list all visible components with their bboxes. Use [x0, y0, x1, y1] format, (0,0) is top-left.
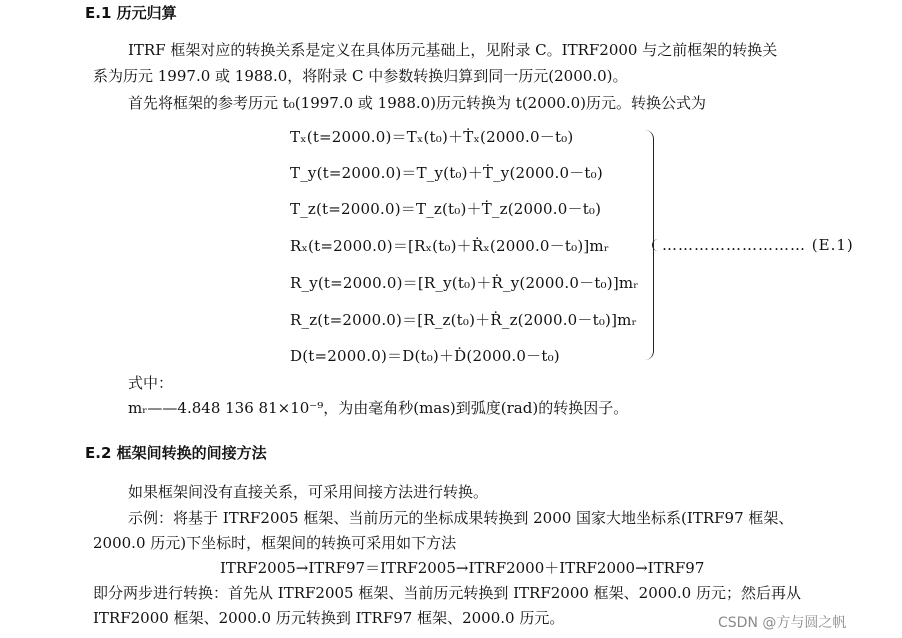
right-brace-tip: [652, 239, 661, 251]
section-heading-e2: E.2 框架间转换的间接方法: [85, 444, 267, 462]
paragraph-line: ITRF2000 框架、2000.0 历元转换到 ITRF97 框架、2000.0 历元。: [93, 609, 565, 627]
equation-tz: T_z(t=2000.0)＝T_z(t₀)＋Ṫ_z(2000.0－t₀): [290, 200, 602, 218]
mr-definition: mᵣ——4.848 136 81×10⁻⁹，为由毫角秒(mas)到弧度(rad)的转换因子。: [128, 399, 629, 417]
paragraph-line: 首先将框架的参考历元 t₀(1997.0 或 1988.0)历元转换为 t(2000.0)历元。转换公式为: [128, 94, 707, 112]
equation-rx: Rₓ(t=2000.0)＝[Rₓ(t₀)＋Ṙₓ(2000.0－t₀)]mᵣ: [290, 237, 610, 255]
equation-tx: Tₓ(t=2000.0)＝Tₓ(t₀)＋Ṫₓ(2000.0－t₀): [290, 128, 574, 146]
paragraph-line: 系为历元 1997.0 或 1988.0，将附录 C 中参数转换归算到同一历元(2000.0)。: [93, 67, 628, 85]
paragraph-line: 如果框架间没有直接关系，可采用间接方法进行转换。: [128, 483, 489, 501]
equation-ry: R_y(t=2000.0)＝[R_y(t₀)＋Ṙ_y(2000.0－t₀)]mᵣ: [290, 274, 639, 292]
example-line: 示例：将基于 ITRF2005 框架、当前历元的坐标成果转换到 2000 国家大地坐标系(ITRF97 框架、: [128, 509, 794, 527]
equation-ty: T_y(t=2000.0)＝T_y(t₀)＋Ṫ_y(2000.0－t₀): [290, 164, 603, 182]
equation-d: D(t=2000.0)＝D(t₀)＋Ḋ(2000.0－t₀): [290, 347, 560, 365]
example-line: 2000.0 历元)下坐标时，框架间的转换可采用如下方法: [93, 534, 457, 552]
transformation-chain: ITRF2005→ITRF97＝ITRF2005→ITRF2000＋ITRF2000→ITRF97: [220, 559, 705, 577]
paragraph-line: ITRF 框架对应的转换关系是定义在具体历元基础上，见附录 C。ITRF2000 与之前框架的转换关: [128, 41, 778, 59]
where-label: 式中：: [128, 374, 174, 392]
equation-rz: R_z(t=2000.0)＝[R_z(t₀)＋Ṙ_z(2000.0－t₀)]mᵣ: [290, 311, 637, 329]
watermark: CSDN @方与圆之帆: [718, 615, 847, 631]
section-heading-e1: E.1 历元归算: [85, 4, 177, 22]
paragraph-line: 即分两步进行转换：首先从 ITRF2005 框架、当前历元转换到 ITRF2000 框架、2000.0 历元；然后再从: [93, 584, 801, 602]
equation-number: ……………………… (E.1): [662, 236, 854, 254]
